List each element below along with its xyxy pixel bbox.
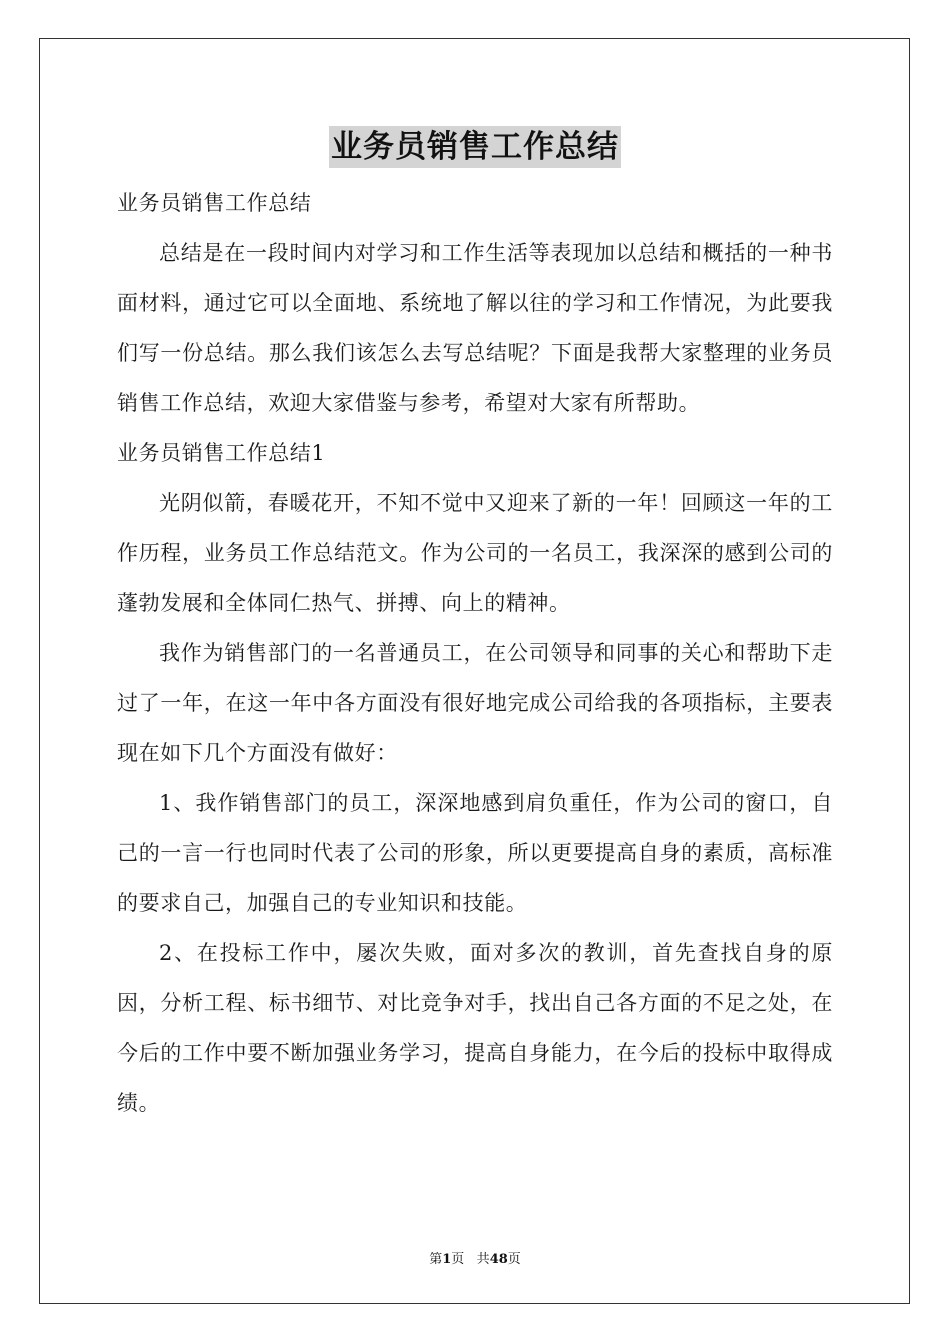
page-prefix: 第 bbox=[429, 1252, 443, 1267]
page-suffix: 页 bbox=[451, 1252, 465, 1267]
document-title: 业务员销售工作总结 bbox=[329, 126, 621, 168]
document-body bbox=[117, 178, 833, 1128]
paragraph: 光阴似箭，春暖花开，不知不觉中又迎来了新的一年！回顾这一年的工作历程，业务员工作总结范文。作为公司的一名员工，我深深的感到公司的蓬勃发展和全体同仁热气、拼搏、向上的精神。 bbox=[117, 491, 833, 615]
paragraph: 2、在投标工作中，屡次失败，面对多次的教训，首先查找自身的原因，分析工程、标书细节、对比竞争对手，找出自己各方面的不足之处，在今后的工作中要不断加强业务学习，提高自身能力，在今后的投标中取得成绩。 bbox=[117, 941, 833, 1115]
paragraph: 业务员销售工作总结 bbox=[117, 191, 312, 215]
page-total: 48 bbox=[489, 1252, 508, 1267]
paragraph: 我作为销售部门的一名普通员工，在公司领导和同事的关心和帮助下走过了一年，在这一年中各方面没有很好地完成公司给我的各项指标，主要表现在如下几个方面没有做好： bbox=[117, 641, 833, 765]
total-prefix: 共 bbox=[476, 1252, 490, 1267]
paragraph: 1、我作销售部门的员工，深深地感到肩负重任，作为公司的窗口，自己的一言一行也同时代表了公司的形象，所以更要提高自身的素质，高标准的要求自己，加强自己的专业知识和技能。 bbox=[117, 791, 833, 915]
page-footer bbox=[0, 1248, 950, 1267]
paragraph: 业务员销售工作总结1 bbox=[117, 441, 326, 465]
page-current: 1 bbox=[442, 1252, 452, 1267]
paragraph: 总结是在一段时间内对学习和工作生活等表现加以总结和概括的一种书面材料，通过它可以全面地、系统地了解以往的学习和工作情况，为此要我们写一份总结。那么我们该怎么去写总结呢？下面是我帮大家整理的业务员销售工作总结，欢迎大家借鉴与参考，希望对大家有所帮助。 bbox=[117, 241, 833, 415]
total-suffix: 页 bbox=[507, 1252, 521, 1267]
title-container bbox=[0, 126, 950, 168]
